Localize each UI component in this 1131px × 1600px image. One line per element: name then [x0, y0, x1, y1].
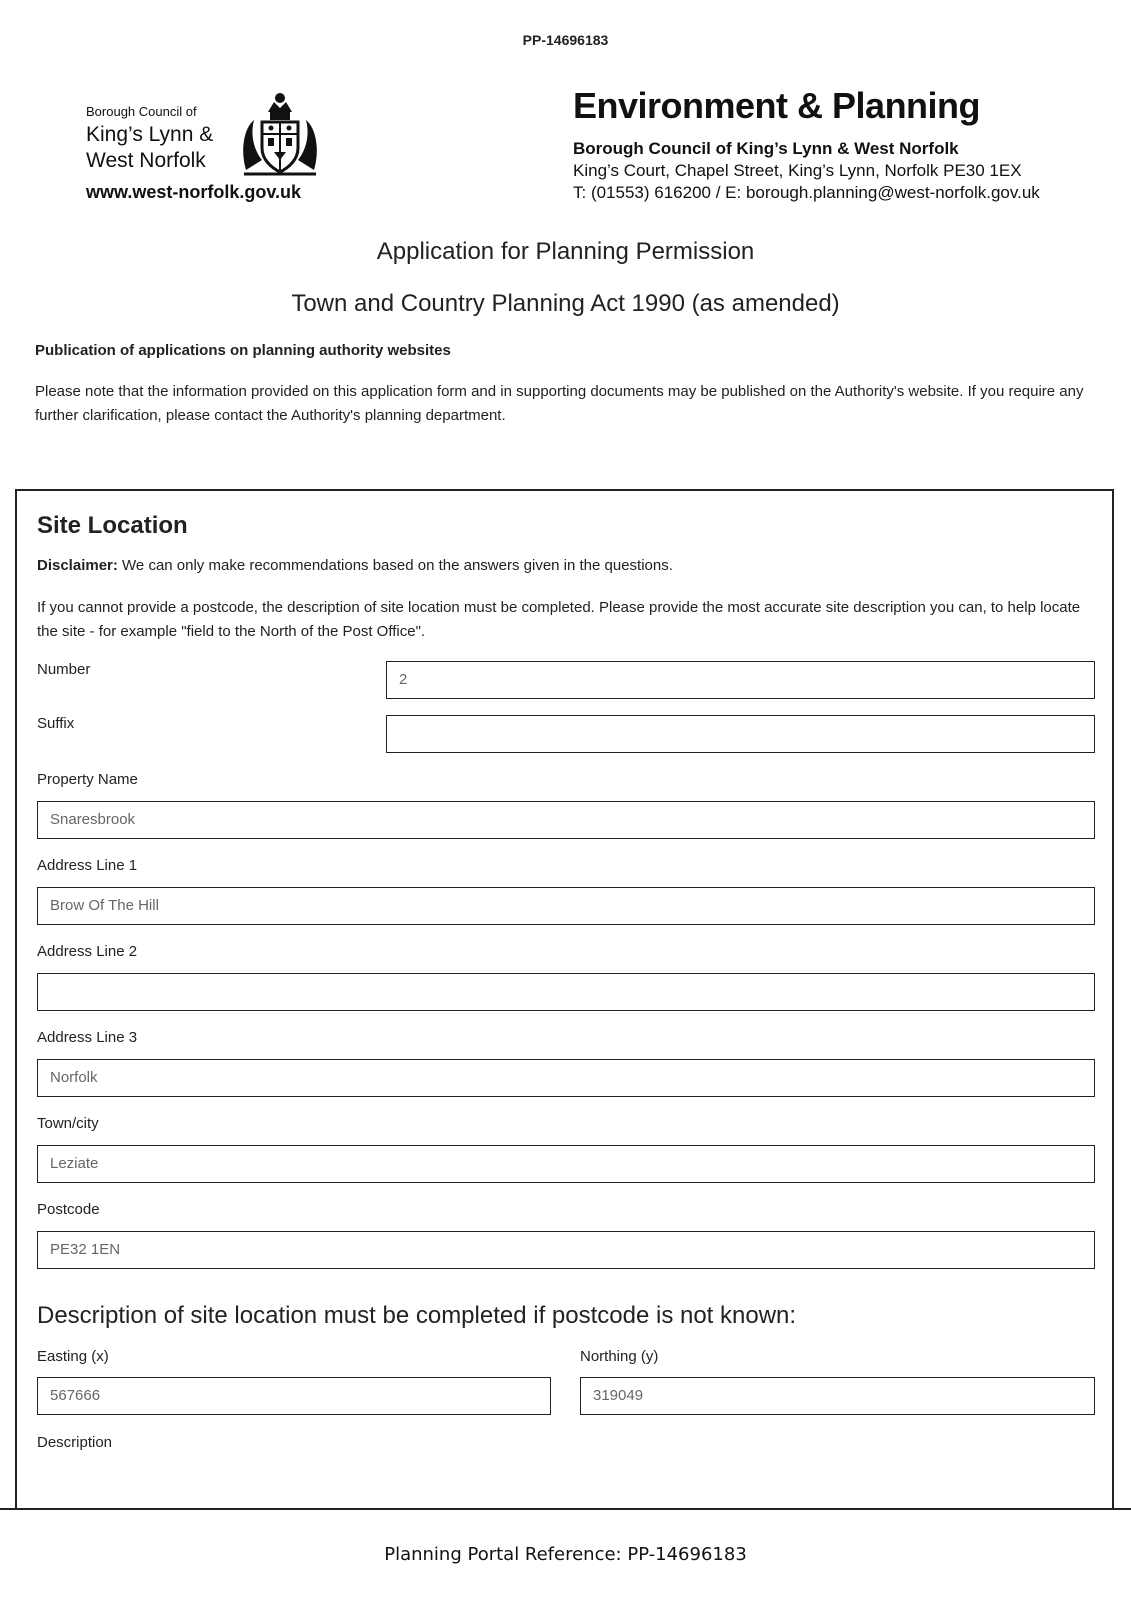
address-line-2-label: Address Line 2 — [37, 943, 138, 960]
footer-divider — [0, 1508, 1131, 1510]
reference-number: PP-14696183 — [522, 32, 609, 48]
publication-note: Please note that the information provided on this application form and in supporting documents may be published on the Authority's website. If you require any further clarification, please contact the Authority's planning department. — [35, 383, 1084, 424]
description-heading: Description of site location must be completed if postcode is not known: — [37, 1302, 797, 1329]
number-label: Number — [37, 661, 91, 678]
disclaimer-text: We can only make recommendations based on the answers given in the questions. — [117, 557, 673, 574]
address-line-1-label: Address Line 1 — [37, 857, 138, 874]
council-address: King’s Court, Chapel Street, King’s Lynn, Norfolk PE30 1EX — [573, 161, 1022, 180]
disclaimer-label: Disclaimer: — [37, 557, 118, 574]
address-line-3-label: Address Line 3 — [37, 1029, 138, 1046]
town-city-label: Town/city — [37, 1115, 99, 1132]
easting-field[interactable]: 567666 — [37, 1377, 551, 1415]
logo-line-1: King’s Lynn & — [86, 123, 214, 146]
postcode-label: Postcode — [37, 1201, 100, 1218]
address-line-2-field[interactable] — [37, 973, 1095, 1011]
description-label: Description — [37, 1434, 113, 1451]
department-header — [573, 84, 1093, 204]
property-name-label: Property Name — [37, 771, 138, 788]
site-location-info: If you cannot provide a postcode, the description of site location must be completed. Please provide the most accurate site description you can, to help locate the site - for example "field to the North of the Post Office". — [37, 599, 1081, 640]
coat-of-arms-icon — [236, 90, 324, 180]
council-name: Borough Council of King’s Lynn & West Norfolk — [573, 139, 959, 158]
northing-label: Northing (y) — [580, 1348, 659, 1365]
easting-label: Easting (x) — [37, 1348, 109, 1365]
section-title: Site Location — [37, 512, 188, 539]
form-title: Application for Planning Permission — [376, 238, 755, 265]
council-website: www.west-norfolk.gov.uk — [86, 182, 302, 202]
disclaimer — [37, 557, 673, 574]
suffix-label: Suffix — [37, 715, 75, 732]
council-contact: T: (01553) 616200 / E: borough.planning@west-norfolk.gov.uk — [573, 183, 1040, 202]
property-name-field[interactable]: Snaresbrook — [37, 801, 1095, 839]
address-line-1-field[interactable]: Brow Of The Hill — [37, 887, 1095, 925]
department-title: Environment & Planning — [573, 85, 981, 126]
number-field[interactable]: 2 — [386, 661, 1095, 699]
postcode-field[interactable]: PE32 1EN — [37, 1231, 1095, 1269]
logo-line-small: Borough Council of — [86, 104, 197, 119]
publication-heading: Publication of applications on planning authority websites — [35, 342, 451, 359]
address-line-3-field[interactable]: Norfolk — [37, 1059, 1095, 1097]
suffix-field[interactable] — [386, 715, 1095, 753]
council-logo — [86, 90, 336, 210]
town-city-field[interactable]: Leziate — [37, 1145, 1095, 1183]
form-act: Town and Country Planning Act 1990 (as amended) — [291, 290, 840, 317]
northing-field[interactable]: 319049 — [580, 1377, 1095, 1415]
footer-reference: Planning Portal Reference: PP-14696183 — [384, 1544, 747, 1565]
logo-line-2: West Norfolk — [86, 149, 206, 172]
logo-council-name — [86, 122, 213, 174]
